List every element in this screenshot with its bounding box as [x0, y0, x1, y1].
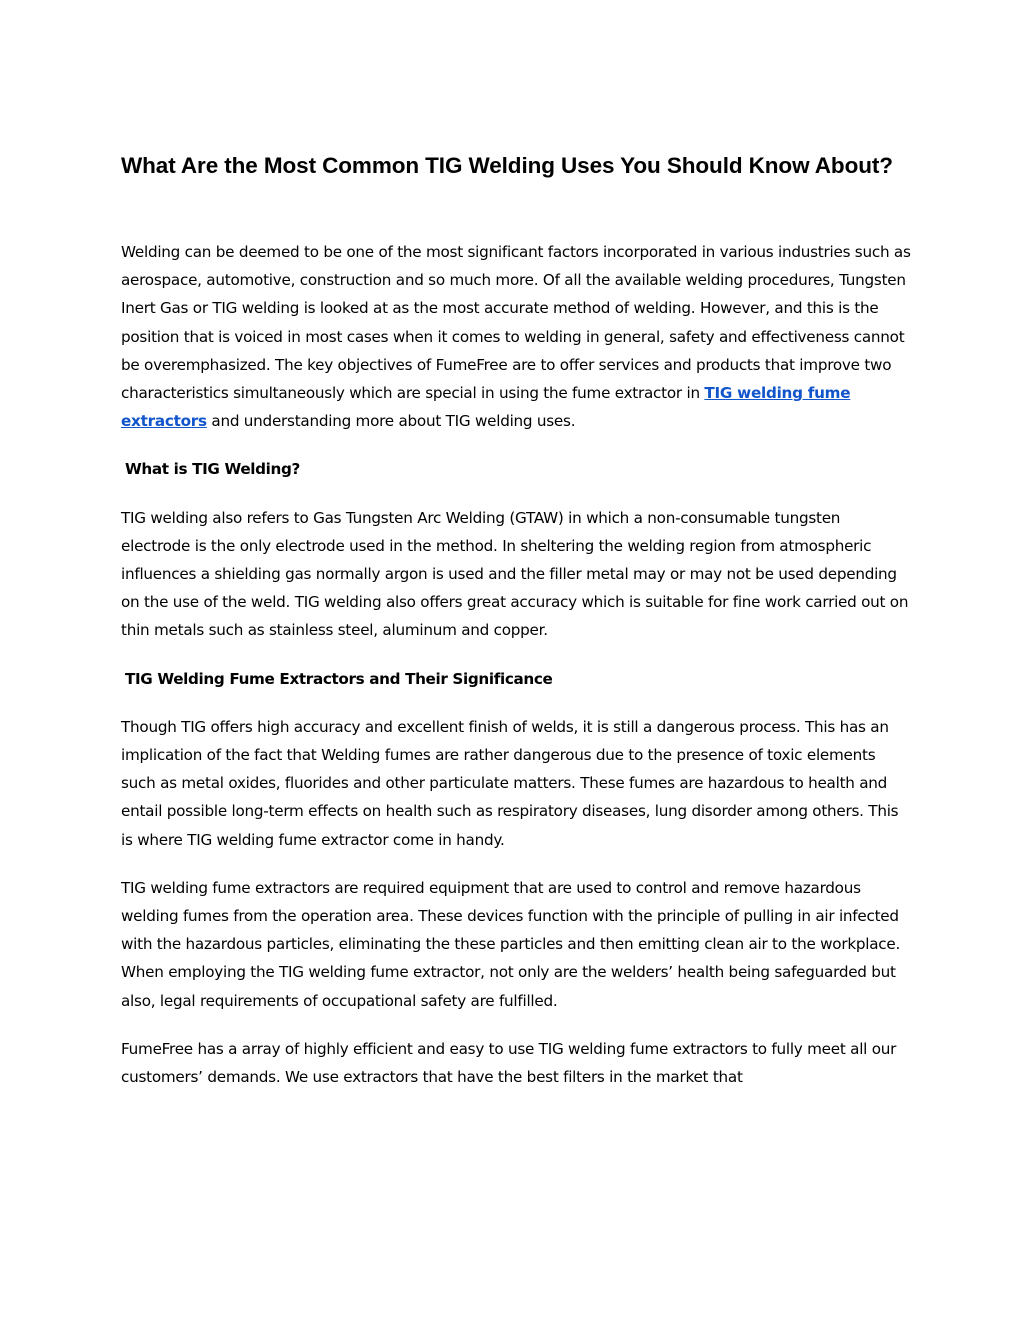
document-content: [121, 150, 911, 1091]
intro-text-before-link: Welding can be deemed to be one of the most significant factors incorporated in various industries such as aerospace, automotive, construction and so much more. Of all the available welding procedures, Tungsten Inert Gas or TIG welding is looked at as the most accurate method of welding. However, and this is the position that is voiced in most cases when it comes to welding in general, safety and effectiveness cannot be overemphasized. The key objectives of FumeFree are to offer services and products that improve two characteristics simultaneously which are special in using the fume extractor in: [121, 243, 911, 403]
intro-text-after-link: and understanding more about TIG welding uses.: [206, 412, 576, 431]
section-heading-what-is-tig: What is TIG Welding?: [125, 460, 300, 479]
section-paragraph-fume-danger: Though TIG offers high accuracy and excellent finish of welds, it is still a dangerous process. This has an implication of the fact that Welding fumes are rather dangerous due to the presence of toxic elements such as metal oxides, fluorides and other particulate matters. These fumes are hazardous to health and entail possible long-term effects on health such as respiratory diseases, lung disorder among others. This is where TIG welding fume extractor come in handy.: [121, 717, 899, 849]
section-paragraph-extractor-function: TIG welding fume extractors are required equipment that are used to control and remove hazardous welding fumes from the operation area. These devices function with the principle of pulling in air infected with the hazardous particles, eliminating the these particles and then emitting clean air to the workplace. When employing the TIG welding fume extractor, not only are the welders’ health being safeguarded but also, legal requirements of occupational safety are fulfilled.: [121, 878, 901, 1010]
tig-fume-extractors-link[interactable]: TIG welding fume extractors: [121, 384, 851, 431]
section-paragraph-what-is-tig: TIG welding also refers to Gas Tungsten Arc Welding (GTAW) in which a non-consumable tungsten electrode is the only electrode used in the method. In sheltering the welding region from atmospheric influences a shielding gas normally argon is used and the filler metal may or may not be used depending on the use of the weld. TIG welding also offers great accuracy which is suitable for fine work carried out on thin metals such as stainless steel, aluminum and copper.: [121, 508, 909, 640]
section-heading-fume-extractors: TIG Welding Fume Extractors and Their Significance: [125, 669, 553, 688]
document-title: What Are the Most Common TIG Welding Uses You Should Know About?: [121, 153, 893, 178]
section-paragraph-fumefree-offer: FumeFree has a array of highly efficient and easy to use TIG welding fume extractors to fully meet all our customers’ demands. We use extractors that have the best filters in the market that: [121, 1039, 897, 1087]
intro-paragraph: [121, 238, 911, 435]
